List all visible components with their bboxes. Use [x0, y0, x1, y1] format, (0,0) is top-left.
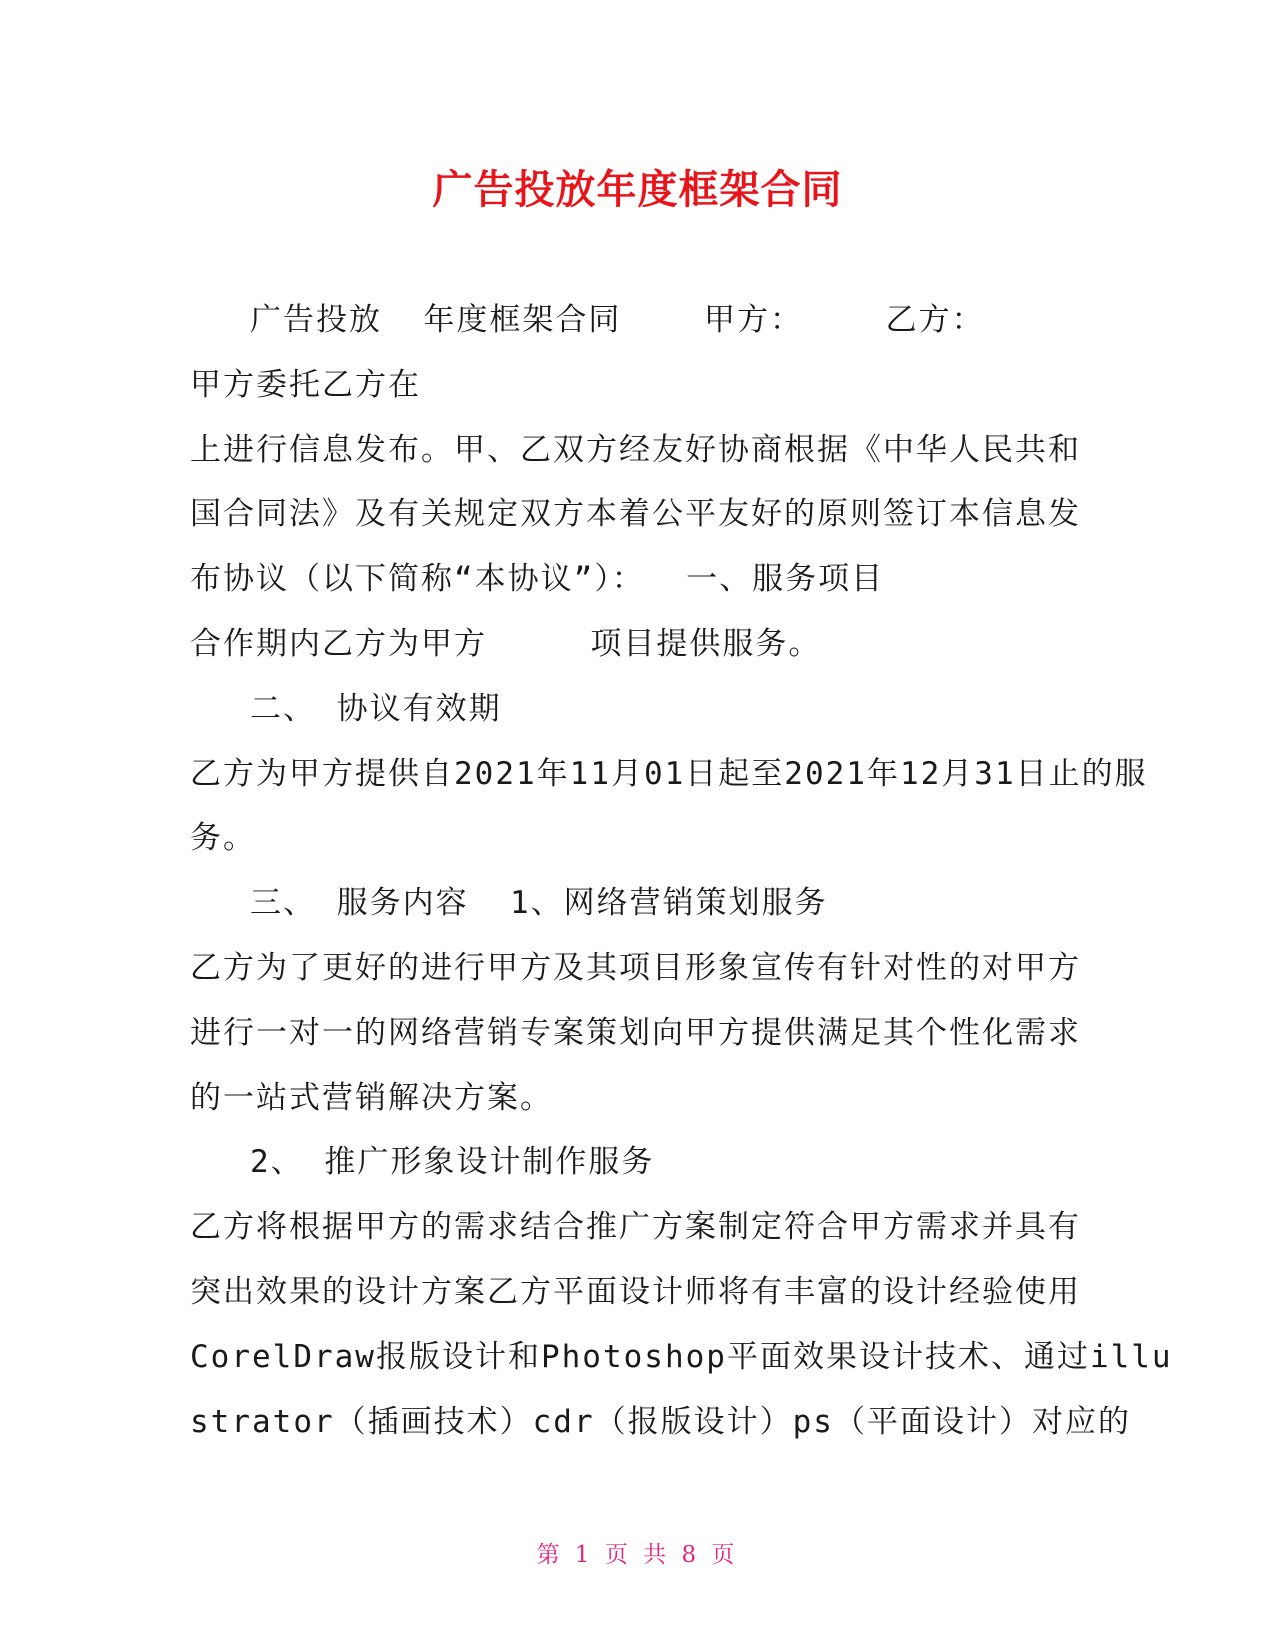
paragraph-line: 合作期内乙方为甲方 项目提供服务。 [190, 625, 822, 662]
paragraph-line: 乙方为了更好的进行甲方及其项目形象宣传有针对性的对甲方 [190, 949, 1081, 986]
document-body [190, 288, 1173, 1454]
paragraph-line: 突出效果的设计方案乙方平面设计师将有丰富的设计经验使用 [190, 1273, 1081, 1310]
paragraph-line: 广告投放 年度框架合同 甲方： 乙方： [250, 302, 985, 338]
paragraph-line: 进行一对一的网络营销专案策划向甲方提供满足其个性化需求 [190, 1014, 1081, 1051]
paragraph-line: 的一站式营销解决方案。 [190, 1079, 553, 1116]
paragraph-line: 务。 [190, 820, 256, 857]
paragraph-line: 布协议（以下简称“本协议”）： 一、服务项目 [190, 561, 885, 598]
paragraph-line: 上进行信息发布。甲、乙双方经友好协商根据《中华人民共和 [190, 431, 1081, 468]
paragraph-line: strator（插画技术）cdr（报版设计）ps（平面设计）对应的 [190, 1403, 1131, 1440]
section-heading: 二、 协议有效期 [250, 690, 502, 727]
document-title: 广告投放年度框架合同 [432, 167, 843, 213]
page-number-footer: 第 1 页 共 8 页 [536, 1542, 739, 1568]
section-heading: 2、 推广形象设计制作服务 [250, 1144, 655, 1181]
paragraph-line: 甲方委托乙方在 [190, 366, 421, 403]
paragraph-line: 乙方将根据甲方的需求结合推广方案制定符合甲方需求并具有 [190, 1209, 1081, 1246]
paragraph-line: 国合同法》及有关规定双方本着公平友好的原则签订本信息发 [190, 496, 1081, 533]
paragraph-line: 乙方为甲方提供自2021年11月01日起至2021年12月31日止的服 [190, 755, 1148, 792]
paragraph-line: CorelDraw报版设计和Photoshop平面效果设计技术、通过illu [190, 1338, 1173, 1375]
section-heading: 三、 服务内容 1、网络营销策划服务 [250, 885, 828, 922]
